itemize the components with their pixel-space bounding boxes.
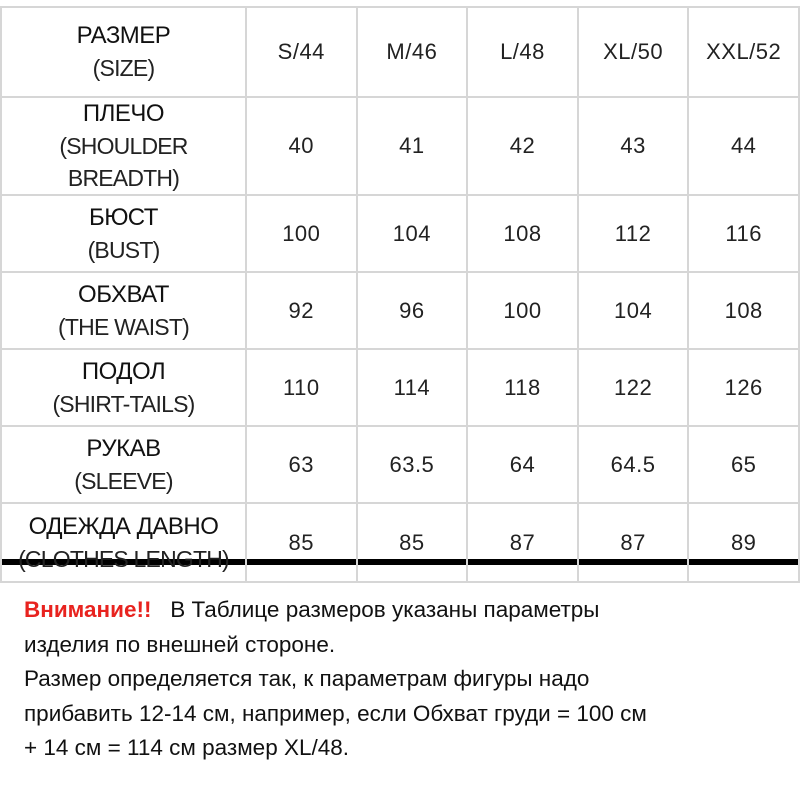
size-header-ru: РАЗМЕР bbox=[76, 22, 171, 49]
column-header: S/44 bbox=[246, 7, 357, 97]
row-label-en: (SHIRT-TAILS) bbox=[52, 390, 195, 417]
size-header-cell bbox=[1, 7, 246, 97]
note-line-2: изделия по внешней стороне. bbox=[24, 631, 336, 657]
table-cell: 43 bbox=[578, 97, 689, 195]
row-label-ru: ОБХВАТ bbox=[78, 280, 169, 308]
table-cell: 126 bbox=[688, 349, 799, 426]
note-line-3: Размер определяется так, к параметрам фигуры надо bbox=[24, 666, 590, 691]
row-label-en: (SLEEVE) bbox=[74, 467, 173, 494]
size-table bbox=[0, 6, 800, 583]
table-cell: 85 bbox=[246, 503, 357, 582]
table-cell: 116 bbox=[688, 195, 799, 272]
table-row bbox=[1, 349, 799, 426]
table-cell: 112 bbox=[578, 195, 689, 272]
table-cell: 87 bbox=[467, 503, 578, 582]
row-label-ru: ПОДОЛ bbox=[81, 357, 166, 385]
table-cell: 100 bbox=[467, 272, 578, 349]
row-label-cell bbox=[1, 272, 246, 349]
table-cell: 44 bbox=[688, 97, 799, 195]
table-cell: 42 bbox=[467, 97, 578, 195]
table-cell: 96 bbox=[357, 272, 468, 349]
table-cell: 122 bbox=[578, 349, 689, 426]
row-label-ru: РУКАВ bbox=[86, 434, 161, 462]
table-header-row bbox=[1, 7, 799, 97]
row-label-cell bbox=[1, 349, 246, 426]
table-cell: 114 bbox=[357, 349, 468, 426]
column-header: XXL/52 bbox=[688, 7, 799, 97]
row-label-cell bbox=[1, 97, 246, 195]
table-cell: 87 bbox=[578, 503, 689, 582]
row-label-ru: БЮСТ bbox=[89, 203, 158, 231]
table-cell: 63 bbox=[246, 426, 357, 503]
row-label-ru: ПЛЕЧО bbox=[82, 100, 165, 127]
column-header: M/46 bbox=[357, 7, 468, 97]
table-cell: 110 bbox=[246, 349, 357, 426]
table-cell: 64.5 bbox=[578, 426, 689, 503]
row-label-cell bbox=[1, 195, 246, 272]
sizing-note bbox=[24, 593, 794, 766]
note-line-1 bbox=[24, 593, 794, 628]
size-header-en: (SIZE) bbox=[92, 55, 155, 81]
table-cell: 89 bbox=[688, 503, 799, 582]
table-cell: 100 bbox=[246, 195, 357, 272]
table-row bbox=[1, 195, 799, 272]
note-line-5: + 14 см = 114 см размер XL/48. bbox=[24, 735, 350, 760]
row-label-en: (SHOULDER BREADTH) bbox=[59, 133, 188, 191]
table-row bbox=[1, 426, 799, 503]
warning-label: Внимание!! bbox=[24, 597, 152, 622]
table-cell: 104 bbox=[357, 195, 468, 272]
table-cell: 92 bbox=[246, 272, 357, 349]
row-label-ru: ОДЕЖДА ДАВНО bbox=[28, 512, 219, 540]
table-cell: 63.5 bbox=[357, 426, 468, 503]
note-text-1: В Таблице размеров указаны параметры bbox=[170, 597, 600, 622]
column-header: L/48 bbox=[467, 7, 578, 97]
table-cell: 40 bbox=[246, 97, 357, 195]
table-cell: 41 bbox=[357, 97, 468, 195]
table-cell: 104 bbox=[578, 272, 689, 349]
table-cell: 64 bbox=[467, 426, 578, 503]
table-cell: 118 bbox=[467, 349, 578, 426]
note-line-4: прибавить 12-14 см, например, если Обхват груди = 100 см bbox=[24, 700, 647, 726]
table-cell: 108 bbox=[467, 195, 578, 272]
row-label-en: (BUST) bbox=[87, 236, 160, 263]
table-row bbox=[1, 272, 799, 349]
row-label-cell bbox=[1, 503, 246, 582]
row-label-cell bbox=[1, 426, 246, 503]
table-cell: 108 bbox=[688, 272, 799, 349]
table-row bbox=[1, 503, 799, 582]
row-label-en: (CLOTHES LENGTH) bbox=[18, 545, 229, 572]
row-label-en: (THE WAIST) bbox=[58, 313, 189, 340]
table-cell: 65 bbox=[688, 426, 799, 503]
column-header: XL/50 bbox=[578, 7, 689, 97]
table-cell: 85 bbox=[357, 503, 468, 582]
table-row bbox=[1, 97, 799, 195]
